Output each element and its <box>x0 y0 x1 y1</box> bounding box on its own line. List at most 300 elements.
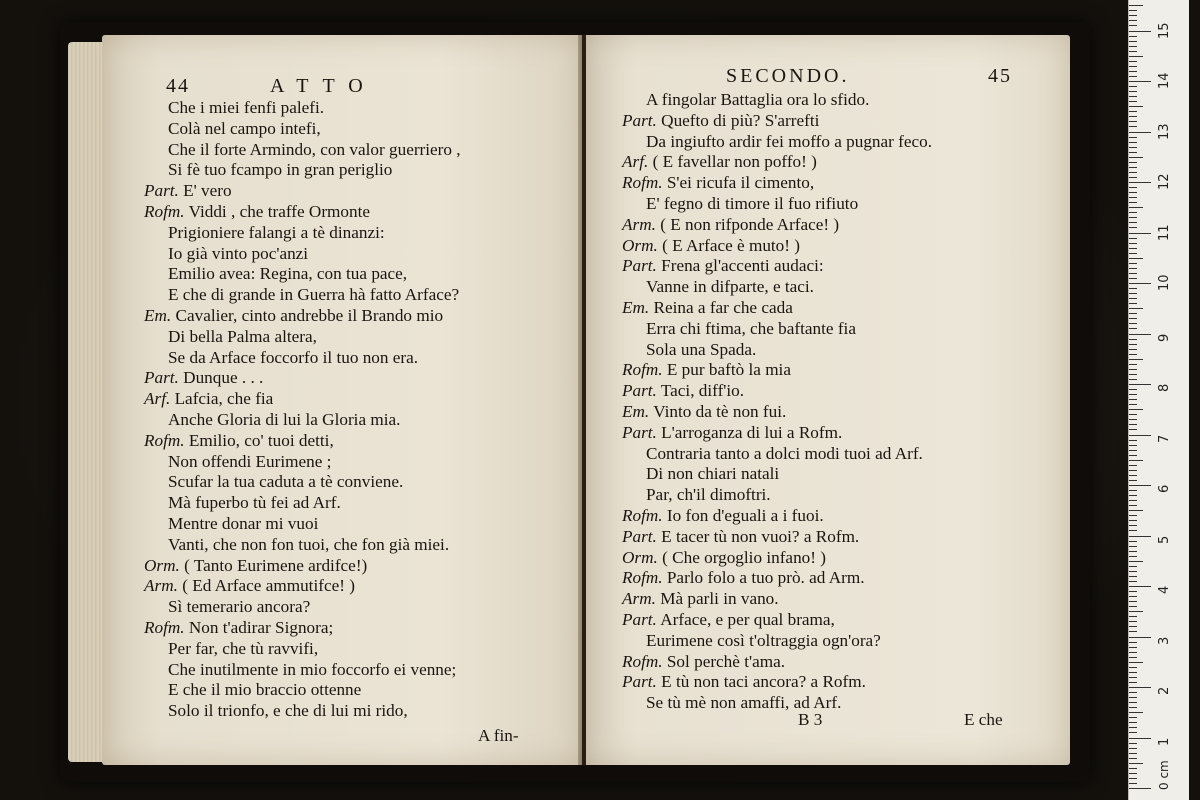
text-line <box>144 367 263 388</box>
dialogue-text: ( E favellar non poffo! ) <box>652 152 817 172</box>
ruler-tick <box>1129 374 1137 375</box>
ruler-number: 9 <box>1157 333 1172 342</box>
text-line <box>168 492 341 513</box>
dialogue-text: Mà fuperbo tù fei ad Arf. <box>168 493 341 513</box>
speaker-name: Arm. <box>144 576 178 596</box>
speaker-name: Part. <box>622 381 657 401</box>
ruler-number: 5 <box>1157 535 1172 544</box>
speaker-name: Part. <box>622 256 657 276</box>
speaker-name: Rofm. <box>622 173 663 193</box>
ruler-tick <box>1129 308 1143 309</box>
ruler-tick <box>1129 192 1137 193</box>
ruler-tick <box>1129 31 1151 32</box>
speaker-name: Rofm. <box>622 651 663 671</box>
ruler-tick <box>1129 212 1137 213</box>
speaker-name: Rofm. <box>144 618 185 637</box>
ruler-tick <box>1129 15 1137 16</box>
ruler-tick <box>1129 384 1151 385</box>
ruler-tick <box>1129 460 1143 461</box>
ruler-tick <box>1129 672 1137 673</box>
dialogue-text: Taci, diff'io. <box>660 381 745 401</box>
dialogue-text: Da ingiufto ardir fei moffo a pugnar feco. <box>646 131 933 151</box>
dialogue-text: L'arroganza di lui a Rofm. <box>661 422 843 442</box>
ruler-tick <box>1129 323 1137 324</box>
ruler-tick <box>1129 121 1137 122</box>
speaker-name: Orm. <box>622 547 658 567</box>
dialogue-text: ( E Arface è muto! ) <box>662 235 801 255</box>
dialogue-text: Eurimene così t'oltraggia ogn'ora? <box>646 630 881 650</box>
ruler-tick <box>1129 217 1137 218</box>
speaker-name: Rofm. <box>144 202 185 221</box>
ruler-tick <box>1129 773 1137 774</box>
ruler-tick <box>1129 717 1137 718</box>
ruler-tick <box>1129 551 1137 552</box>
ruler-tick <box>1129 253 1137 254</box>
ruler-tick <box>1129 611 1143 612</box>
text-line <box>168 659 456 680</box>
ruler-tick <box>1129 293 1137 294</box>
text-line <box>168 118 321 139</box>
ruler-tick <box>1129 778 1137 779</box>
ruler-tick <box>1129 692 1137 693</box>
text-line <box>622 255 824 276</box>
ruler-number: 4 <box>1157 585 1172 594</box>
dialogue-text: Io già vinto poc'anzi <box>168 243 309 263</box>
text-line <box>622 380 744 401</box>
ruler-tick <box>1129 81 1151 82</box>
ruler-tick <box>1129 637 1151 638</box>
speaker-name: Arf. <box>144 389 171 409</box>
ruler-tick <box>1129 222 1137 223</box>
dialogue-text: Che inutilmente in mio foccorfo ei venne; <box>168 659 457 679</box>
text-line <box>168 284 459 305</box>
text-line <box>168 638 318 659</box>
ruler-tick <box>1129 510 1143 511</box>
ruler-tick <box>1129 470 1137 471</box>
ruler-tick <box>1129 445 1137 446</box>
ruler-tick <box>1129 344 1137 345</box>
catchword: A fin- <box>478 726 519 745</box>
ruler-tick <box>1129 41 1137 42</box>
ruler-tick <box>1129 475 1137 476</box>
speaker-name: Rofm. <box>622 506 663 525</box>
ruler-tick <box>1129 369 1137 370</box>
ruler-tick <box>1129 20 1137 21</box>
ruler-tick <box>1129 227 1137 228</box>
ruler-tick <box>1129 748 1137 749</box>
ruler-tick <box>1129 631 1137 632</box>
ruler-tick <box>1129 126 1137 127</box>
text-line <box>622 505 824 526</box>
text-line <box>646 276 814 297</box>
ruler-tick <box>1129 91 1137 92</box>
ruler-tick <box>1129 328 1137 329</box>
ruler-tick <box>1129 727 1137 728</box>
ruler-tick <box>1129 25 1137 26</box>
ruler-tick <box>1129 515 1137 516</box>
ruler-tick <box>1129 187 1137 188</box>
dialogue-text: Mà parli in vano. <box>660 589 779 609</box>
text-line <box>622 567 865 588</box>
ruler-tick <box>1129 51 1137 52</box>
ruler-number: 7 <box>1157 434 1172 443</box>
dialogue-text: Lafcia, che fia <box>174 389 274 409</box>
ruler-tick <box>1129 536 1151 537</box>
dialogue-text: Scufar la tua caduta a tè conviene. <box>168 472 404 492</box>
ruler-tick <box>1129 495 1137 496</box>
text-line <box>168 243 308 264</box>
ruler-tick <box>1129 561 1143 562</box>
ruler-tick <box>1129 525 1137 526</box>
page-number: 44 <box>166 75 190 97</box>
ruler-tick <box>1129 359 1143 360</box>
ruler-tick <box>1129 677 1137 678</box>
ruler-tick <box>1129 258 1143 259</box>
ruler-tick <box>1129 682 1137 683</box>
right-page <box>586 35 1070 765</box>
ruler-tick <box>1129 621 1137 622</box>
ruler-tick <box>1129 424 1137 425</box>
dialogue-text: Non offendi Eurimene ; <box>168 451 332 471</box>
text-line <box>168 347 418 368</box>
ruler-tick <box>1129 56 1143 57</box>
text-line <box>144 201 370 222</box>
speaker-name: Part. <box>144 368 179 388</box>
ruler-tick <box>1129 318 1137 319</box>
ruler-tick <box>1129 758 1137 759</box>
ruler-tick <box>1129 500 1137 501</box>
ruler-tick <box>1129 712 1143 713</box>
ruler-tick <box>1129 435 1151 436</box>
dialogue-text: Se da Arface foccorfo il tuo non era. <box>168 347 419 367</box>
speaker-name: Part. <box>622 526 657 546</box>
ruler-tick <box>1129 111 1137 112</box>
ruler-tick <box>1129 197 1137 198</box>
dialogue-text: Sì temerario ancora? <box>168 597 311 617</box>
text-line <box>622 526 859 547</box>
speaker-name: Part. <box>622 610 657 629</box>
ruler-tick <box>1129 505 1137 506</box>
dialogue-text: Quefto di più? S'arrefti <box>661 110 820 130</box>
ruler-tick <box>1129 248 1137 249</box>
ruler-number: 13 <box>1157 122 1172 140</box>
ruler-tick <box>1129 243 1137 244</box>
ruler-tick <box>1129 162 1137 163</box>
ruler-tick <box>1129 238 1137 239</box>
ruler-tick <box>1129 399 1137 400</box>
dialogue-text: Frena gl'accenti audaci: <box>661 256 824 276</box>
dialogue-text: Solo il trionfo, e che di lui mi rido, <box>168 701 408 721</box>
ruler-tick <box>1129 596 1137 597</box>
ruler-tick <box>1129 303 1137 304</box>
ruler-tick <box>1129 142 1137 143</box>
ruler-tick <box>1129 530 1137 531</box>
dialogue-text: Vanti, che non fon tuoi, che fon già miei. <box>168 534 450 554</box>
dialogue-text: Emilio avea: Regina, con tua pace, <box>168 264 408 284</box>
ruler-tick <box>1129 313 1137 314</box>
ruler-tick <box>1129 738 1151 739</box>
ruler-tick <box>1129 616 1137 617</box>
ruler-tick <box>1129 288 1137 289</box>
ruler-tick <box>1129 76 1137 77</box>
dialogue-text: ( Tanto Eurimene ardifce!) <box>184 555 368 575</box>
dialogue-text: Prigioniere falangi a tè dinanzi: <box>168 222 385 242</box>
ruler-number: 1 <box>1157 737 1172 746</box>
text-line <box>168 222 385 243</box>
dialogue-text: Reina a far che cada <box>653 298 793 317</box>
dialogue-text: Contraria tanto a dolci modi tuoi ad Arf. <box>646 443 923 463</box>
ruler-tick <box>1129 10 1137 11</box>
ruler-tick <box>1129 172 1137 173</box>
ruler-tick <box>1129 106 1143 107</box>
speaker-name: Em. <box>622 402 650 421</box>
dialogue-text: Se tù mè non amaffi, ad Arf. <box>646 693 842 713</box>
ruler-tick <box>1129 167 1137 168</box>
ruler-tick <box>1129 5 1143 6</box>
ruler-tick <box>1129 202 1137 203</box>
speaker-name: Part. <box>622 422 657 442</box>
text-line <box>144 388 273 409</box>
text-line <box>144 180 232 201</box>
text-line <box>168 263 407 284</box>
ruler-tick <box>1129 404 1137 405</box>
ruler-tick <box>1129 339 1137 340</box>
text-line <box>622 359 791 380</box>
ruler-tick <box>1129 46 1137 47</box>
ruler-tick <box>1129 642 1137 643</box>
dialogue-text: Sola una Spada. <box>646 339 757 359</box>
ruler-tick <box>1129 783 1137 784</box>
text-line <box>646 339 756 360</box>
ruler-tick <box>1129 667 1137 668</box>
ruler-tick <box>1129 268 1137 269</box>
ruler-tick <box>1129 116 1137 117</box>
ruler-tick <box>1129 576 1137 577</box>
ruler-number: 10 <box>1157 274 1172 291</box>
dialogue-text: ( Che orgoglio infano! ) <box>662 547 826 567</box>
dialogue-text: E' vero <box>183 181 232 201</box>
ruler-tick <box>1129 662 1143 663</box>
ruler-tick <box>1129 334 1151 335</box>
text-line <box>646 630 881 651</box>
speaker-name: Rofm. <box>622 568 663 588</box>
ruler-tick <box>1129 556 1137 557</box>
speaker-name: Orm. <box>622 235 658 255</box>
text-line <box>168 451 331 472</box>
ruler-tick <box>1129 409 1143 410</box>
dialogue-text: Colà nel campo intefi, <box>168 118 321 138</box>
left-page <box>102 35 582 765</box>
ruler-tick <box>1129 152 1137 153</box>
text-line <box>144 555 367 576</box>
page-block-edge <box>68 42 104 762</box>
dialogue-text: Dunque . . . <box>183 368 264 388</box>
ruler-tick <box>1129 450 1137 451</box>
ruler-unit-label: 0 cm <box>1157 760 1171 790</box>
ruler-tick <box>1129 763 1143 764</box>
dialogue-text: ( E non rifponde Arface! ) <box>660 214 840 234</box>
text-line <box>622 588 779 609</box>
ruler-tick <box>1129 263 1137 264</box>
ruler-tick <box>1129 647 1137 648</box>
ruler-number: 11 <box>1157 223 1172 241</box>
dialogue-text: Sol perchè t'ama. <box>666 651 785 671</box>
text-line <box>622 609 835 630</box>
ruler-tick <box>1129 132 1151 133</box>
text-line <box>168 97 324 118</box>
ruler-tick <box>1129 414 1137 415</box>
speaker-name: Em. <box>622 298 650 317</box>
dialogue-text: A fingolar Battaglia ora lo sfido. <box>646 90 870 109</box>
text-line <box>622 671 866 692</box>
ruler-tick <box>1129 96 1137 97</box>
ruler-tick <box>1129 768 1137 769</box>
text-line <box>168 679 361 700</box>
dialogue-text: Vinto da tè non fui. <box>653 402 787 421</box>
ruler-tick <box>1129 566 1137 567</box>
ruler-tick <box>1129 455 1137 456</box>
text-line <box>622 547 826 568</box>
speaker-name: Orm. <box>144 555 180 575</box>
text-line <box>622 297 793 318</box>
ruler-tick <box>1129 606 1137 607</box>
ruler-tick <box>1129 586 1151 587</box>
ruler-tick <box>1129 546 1137 547</box>
ruler-tick <box>1129 707 1137 708</box>
ruler-tick <box>1129 147 1137 148</box>
running-head: ATTO <box>270 75 377 97</box>
text-line <box>168 159 392 180</box>
ruler-tick <box>1129 541 1137 542</box>
speaker-name: Arm. <box>622 589 656 609</box>
text-line <box>144 430 334 451</box>
dialogue-text: Mentre donar mi vuoi <box>168 514 319 533</box>
ruler-tick <box>1129 687 1151 688</box>
text-line <box>646 463 779 484</box>
ruler-tick <box>1129 207 1143 208</box>
speaker-name: Part. <box>622 110 657 130</box>
ruler-tick <box>1129 581 1137 582</box>
running-head: SECONDO. <box>726 65 850 87</box>
dialogue-text: E' fegno di timore il fuo rifiuto <box>646 194 859 213</box>
ruler-tick <box>1129 601 1137 602</box>
ruler-tick <box>1129 591 1137 592</box>
dialogue-text: E tacer tù non vuoi? a Rofm. <box>661 526 860 546</box>
dialogue-text: E pur baftò la mia <box>666 360 791 380</box>
ruler-number: 2 <box>1157 686 1172 695</box>
catchword: E che <box>964 710 1003 729</box>
page-number: 45 <box>988 65 1012 87</box>
dialogue-text: ( Ed Arface ammutifce! ) <box>182 576 355 596</box>
ruler-tick <box>1129 86 1137 87</box>
ruler-tick <box>1129 66 1137 67</box>
text-line <box>144 617 333 638</box>
text-line <box>622 110 819 131</box>
dialogue-text: Io fon d'eguali a i fuoi. <box>666 506 824 525</box>
text-line <box>622 422 842 443</box>
dialogue-text: Arface, e per qual brama, <box>660 610 835 629</box>
text-line <box>168 326 317 347</box>
ruler-tick <box>1129 137 1137 138</box>
text-line <box>622 151 817 172</box>
speaker-name: Part. <box>622 672 657 692</box>
text-line <box>622 214 839 235</box>
dialogue-text: S'ei ricufa il cimento, <box>666 173 815 193</box>
dialogue-text: Per far, che tù ravvifi, <box>168 638 319 658</box>
dialogue-text: Erra chi ftima, che baftante fia <box>646 318 856 338</box>
ruler-tick <box>1129 364 1137 365</box>
dialogue-text: Non t'adirar Signora; <box>188 618 334 637</box>
dialogue-text: Che i miei fenfi palefi. <box>168 98 325 117</box>
text-line <box>168 596 310 617</box>
ruler-tick <box>1129 626 1137 627</box>
ruler-tick <box>1129 298 1137 299</box>
dialogue-text: Par, ch'il dimoftri. <box>646 485 771 505</box>
dialogue-text: Viddi , che traffe Ormonte <box>188 202 371 221</box>
text-line <box>622 172 814 193</box>
text-line <box>646 484 771 505</box>
dialogue-text: E che il mio braccio ottenne <box>168 680 362 700</box>
dialogue-text: E che di grande in Guerra hà fatto Arface? <box>168 285 460 305</box>
dialogue-text: Di non chiari natali <box>646 464 780 484</box>
ruler-tick <box>1129 177 1137 178</box>
speaker-name: Part. <box>144 181 179 201</box>
ruler-tick <box>1129 657 1137 658</box>
ruler-tick <box>1129 485 1151 486</box>
ruler-tick <box>1129 349 1137 350</box>
ruler-tick <box>1129 36 1137 37</box>
ruler-tick <box>1129 753 1137 754</box>
ruler-tick <box>1129 490 1137 491</box>
speaker-name: Arm. <box>622 214 656 234</box>
ruler-number: 6 <box>1157 484 1172 493</box>
ruler-tick <box>1129 394 1137 395</box>
ruler-tick <box>1129 61 1137 62</box>
measuring-ruler <box>1128 0 1189 800</box>
ruler-tick <box>1129 440 1137 441</box>
text-line <box>144 575 355 596</box>
speaker-name: Rofm. <box>622 360 663 380</box>
dialogue-text: Che il forte Armindo, con valor guerriero , <box>168 139 461 159</box>
ruler-tick <box>1129 278 1137 279</box>
dialogue-text: E tù non taci ancora? a Rofm. <box>661 672 866 692</box>
ruler-tick <box>1129 788 1151 789</box>
ruler-tick <box>1129 354 1137 355</box>
dialogue-text: Anche Gloria di lui la Gloria mia. <box>168 410 401 429</box>
text-line <box>646 89 869 110</box>
ruler-tick <box>1129 480 1137 481</box>
text-line <box>646 193 858 214</box>
ruler-number: 8 <box>1157 383 1172 392</box>
text-line <box>622 651 785 672</box>
ruler-tick <box>1129 419 1137 420</box>
ruler-tick <box>1129 520 1137 521</box>
text-line <box>144 305 443 326</box>
text-line <box>622 235 800 256</box>
text-line <box>168 534 449 555</box>
text-line <box>168 139 461 160</box>
ruler-tick <box>1129 101 1137 102</box>
dialogue-text: Vanne in difparte, e taci. <box>646 277 814 297</box>
ruler-tick <box>1129 182 1151 183</box>
text-line <box>168 513 318 534</box>
ruler-tick <box>1129 379 1137 380</box>
ruler-number: 14 <box>1157 72 1172 89</box>
signature-mark: B 3 <box>798 710 823 729</box>
speaker-name: Rofm. <box>144 430 185 450</box>
text-line <box>646 131 932 152</box>
ruler-tick <box>1129 732 1137 733</box>
